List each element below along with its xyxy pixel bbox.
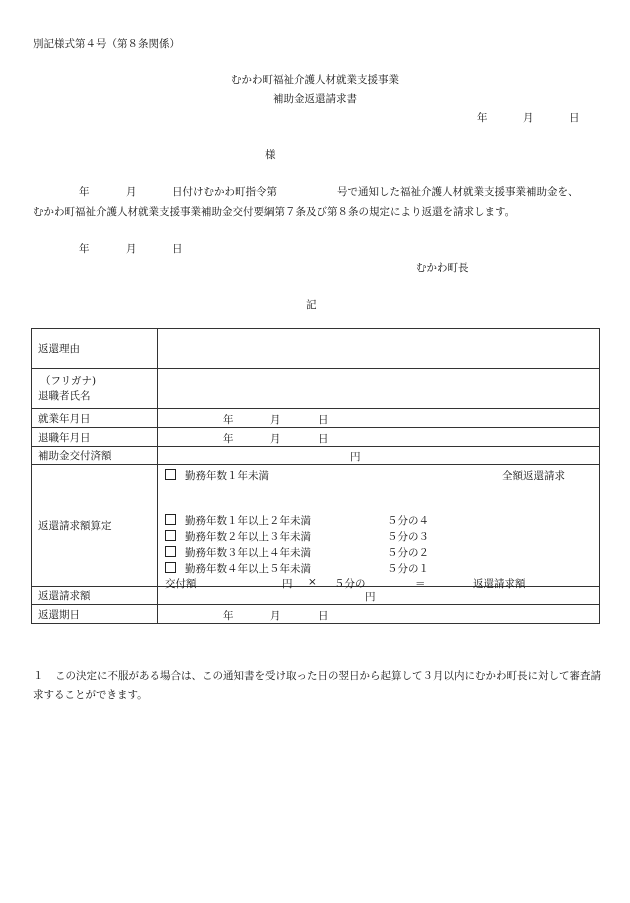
header-date-month: 月	[523, 112, 534, 124]
row-retirement-date	[32, 428, 600, 447]
due-month: 月	[270, 610, 281, 622]
formula-fraction: ５分の	[334, 578, 366, 590]
calc-option-3[interactable]	[165, 529, 311, 544]
header-date-day: 日	[569, 112, 580, 124]
calc-option-4[interactable]	[165, 545, 311, 560]
row-refund-amount	[32, 587, 600, 605]
row-reason	[32, 329, 600, 369]
formula-yen: 円	[282, 578, 293, 590]
due-year: 年	[223, 610, 234, 622]
retirement-date-field[interactable]	[158, 428, 600, 447]
calc-option-text: 勤務年数１年以上２年未満	[185, 515, 311, 527]
checkbox-icon[interactable]	[165, 530, 176, 541]
calc-option-ratio: ５分の１	[387, 563, 429, 575]
calc-option-text: 勤務年数４年以上５年未満	[185, 563, 311, 575]
calc-option-2[interactable]	[165, 513, 311, 528]
form-number: 別記様式第４号（第８条関係）	[33, 38, 180, 50]
calc-option-ratio: ５分の３	[387, 531, 429, 543]
checkbox-icon[interactable]	[165, 469, 176, 480]
refund-amount-label: 返還請求額	[32, 587, 158, 605]
calc-option-ratio: ５分の４	[387, 515, 429, 527]
employment-date-field[interactable]	[158, 409, 600, 428]
retirement-date-label: 退職年月日	[32, 428, 158, 447]
ki-heading: 記	[306, 299, 317, 311]
checkbox-icon[interactable]	[165, 514, 176, 525]
calc-option-1-result: 全額返還請求	[502, 470, 565, 482]
refund-request-table	[31, 328, 600, 624]
retirement-year: 年	[223, 433, 234, 445]
formula-equals: ＝	[415, 578, 426, 590]
note-text: この決定に不服がある場合は、この通知書を受け取った日の翌日から起算して３月以内にむかわ町長に対して審査請求することができます。	[33, 670, 601, 701]
refund-amount-field[interactable]	[158, 587, 600, 605]
row-name	[32, 369, 600, 409]
formula-times: ×	[308, 576, 317, 588]
issuer: むかわ町長	[416, 262, 469, 274]
due-day: 日	[318, 610, 329, 622]
name-label-cell	[32, 369, 158, 409]
grant-amount-label: 補助金交付済額	[32, 447, 158, 465]
formula-grant: 交付額	[165, 578, 197, 590]
title-line-2: 補助金返還請求書	[273, 93, 357, 105]
retirement-day: 日	[318, 433, 329, 445]
header-date-year: 年	[477, 112, 488, 124]
name-label: 退職者氏名	[38, 389, 91, 402]
due-date-field[interactable]	[158, 605, 600, 624]
reason-label: 返還理由	[32, 329, 158, 369]
body-number-suffix: 号で通知した福祉介護人材就業支援事業補助金を、	[337, 186, 579, 198]
employment-date-label: 就業年月日	[32, 409, 158, 428]
checkbox-icon[interactable]	[165, 562, 176, 573]
row-calculation	[32, 465, 600, 587]
body-date-prefix: 日付けむかわ町指令第	[172, 186, 277, 198]
body-year: 年	[79, 186, 90, 198]
calc-option-1[interactable]	[165, 468, 269, 483]
row-employment-date	[32, 409, 600, 428]
calc-option-ratio: ５分の２	[387, 547, 429, 559]
row-grant-amount	[32, 447, 600, 465]
body-month: 月	[126, 186, 137, 198]
due-date-label: 返還期日	[32, 605, 158, 624]
employment-day: 日	[318, 414, 329, 426]
furigana-label: （フリガナ)	[40, 374, 97, 387]
body-date-day: 日	[172, 243, 183, 255]
grant-amount-field[interactable]	[158, 447, 600, 465]
body-date-year: 年	[79, 243, 90, 255]
title-line-1: むかわ町福祉介護人材就業支援事業	[231, 74, 399, 86]
row-due-date	[32, 605, 600, 624]
appeal-note	[33, 667, 603, 705]
reason-field[interactable]	[158, 329, 600, 369]
calc-label: 返還請求額算定	[32, 465, 158, 587]
retirement-month: 月	[270, 433, 281, 445]
grant-amount-yen: 円	[350, 451, 361, 463]
addressee-suffix: 様	[265, 149, 276, 161]
name-field[interactable]	[158, 369, 600, 409]
employment-year: 年	[223, 414, 234, 426]
calc-option-text: 勤務年数３年以上４年未満	[185, 547, 311, 559]
calc-option-text: 勤務年数２年以上３年未満	[185, 531, 311, 543]
checkbox-icon[interactable]	[165, 546, 176, 557]
calc-option-1-text: 勤務年数１年未満	[185, 470, 269, 482]
body-line-2: むかわ町福祉介護人材就業支援事業補助金交付要綱第７条及び第８条の規定により返還を請求します。	[33, 206, 516, 218]
body-date-month: 月	[126, 243, 137, 255]
refund-amount-yen: 円	[365, 591, 376, 603]
calc-cell	[158, 465, 600, 590]
formula-result: 返還請求額	[473, 578, 526, 590]
employment-month: 月	[270, 414, 281, 426]
calc-option-5[interactable]	[165, 561, 311, 576]
note-number: １	[33, 670, 44, 682]
